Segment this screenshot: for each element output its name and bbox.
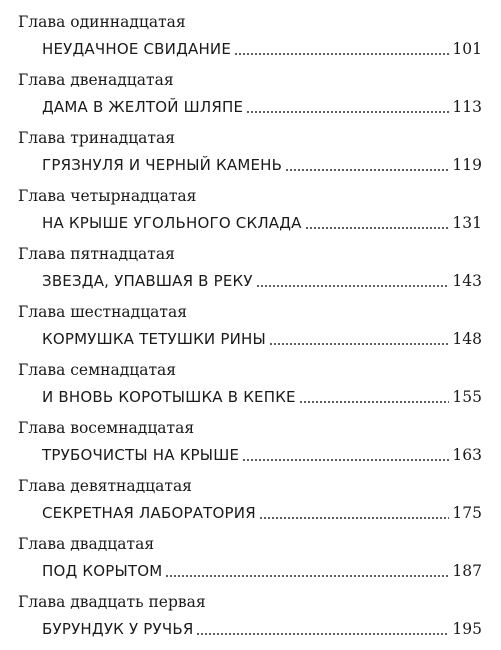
toc-line[interactable] [42, 95, 482, 117]
chapter-title: ЗВЕЗДА, УПАВШАЯ В РЕКУ [42, 272, 253, 290]
chapter-number: Глава шестнадцатая [18, 303, 188, 321]
toc-entry [0, 12, 501, 70]
toc-line[interactable] [42, 385, 482, 407]
page-number: 195 [452, 620, 482, 638]
dot-leader [269, 343, 450, 345]
chapter-number: Глава двенадцатая [18, 71, 174, 89]
dot-leader [246, 111, 449, 113]
chapter-number: Глава восемнадцатая [18, 419, 195, 437]
page-number: 143 [452, 272, 482, 290]
page-number: 187 [452, 562, 482, 580]
chapter-number: Глава семнадцатая [18, 361, 177, 379]
dot-leader [196, 633, 449, 635]
toc-line[interactable] [42, 443, 482, 465]
chapter-number: Глава двадцатая [18, 535, 155, 553]
toc-entry [0, 534, 501, 592]
page-number: 113 [452, 98, 482, 116]
toc-entry [0, 360, 501, 418]
toc-line[interactable] [42, 153, 482, 175]
dot-leader [285, 169, 449, 171]
toc-line[interactable] [42, 617, 482, 639]
chapter-title: ТРУБОЧИСТЫ НА КРЫШЕ [42, 446, 240, 464]
dot-leader [242, 459, 449, 461]
chapter-title: ГРЯЗНУЛЯ И ЧЕРНЫЙ КАМЕНЬ [42, 156, 283, 174]
dot-leader [234, 53, 449, 55]
toc-entry [0, 302, 501, 360]
chapter-title: НЕУДАЧНОЕ СВИДАНИЕ [42, 40, 232, 58]
chapter-title: И ВНОВЬ КОРОТЫШКА В КЕПКЕ [42, 388, 296, 406]
page-number: 101 [452, 40, 482, 58]
toc-entry [0, 128, 501, 186]
chapter-number: Глава пятнадцатая [18, 245, 175, 263]
dot-leader [165, 575, 449, 577]
page-number: 119 [452, 156, 482, 174]
toc-line[interactable] [42, 269, 482, 291]
page-number: 155 [452, 388, 482, 406]
page-number: 163 [452, 446, 482, 464]
page-number: 131 [452, 214, 482, 232]
chapter-title: БУРУНДУК У РУЧЬЯ [42, 620, 194, 638]
toc-line[interactable] [42, 501, 482, 523]
chapter-title: НА КРЫШЕ УГОЛЬНОГО СКЛАДА [42, 214, 302, 232]
page-number: 148 [452, 330, 482, 348]
chapter-number: Глава одиннадцатая [18, 13, 186, 31]
toc-entry [0, 186, 501, 244]
chapter-title: КОРМУШКА ТЕТУШКИ РИНЫ [42, 330, 266, 348]
toc-entry [0, 70, 501, 128]
toc-entry [0, 244, 501, 302]
toc-line[interactable] [42, 37, 482, 59]
dot-leader [259, 517, 450, 519]
toc-entry [0, 476, 501, 534]
toc-entry [0, 592, 501, 650]
chapter-number: Глава девятнадцатая [18, 477, 192, 495]
chapter-number: Глава тринадцатая [18, 129, 175, 147]
chapter-title: ДАМА В ЖЕЛТОЙ ШЛЯПЕ [42, 98, 244, 116]
chapter-number: Глава двадцать первая [18, 593, 206, 611]
toc-line[interactable] [42, 211, 482, 233]
chapter-number: Глава четырнадцатая [18, 187, 197, 205]
chapter-title: ПОД КОРЫТОМ [42, 562, 163, 580]
dot-leader [256, 285, 450, 287]
page-number: 175 [452, 504, 482, 522]
toc-line[interactable] [42, 327, 482, 349]
dot-leader [305, 227, 450, 229]
toc-entry [0, 418, 501, 476]
dot-leader [299, 401, 450, 403]
toc-line[interactable] [42, 559, 482, 581]
chapter-title: СЕКРЕТНАЯ ЛАБОРАТОРИЯ [42, 504, 256, 522]
